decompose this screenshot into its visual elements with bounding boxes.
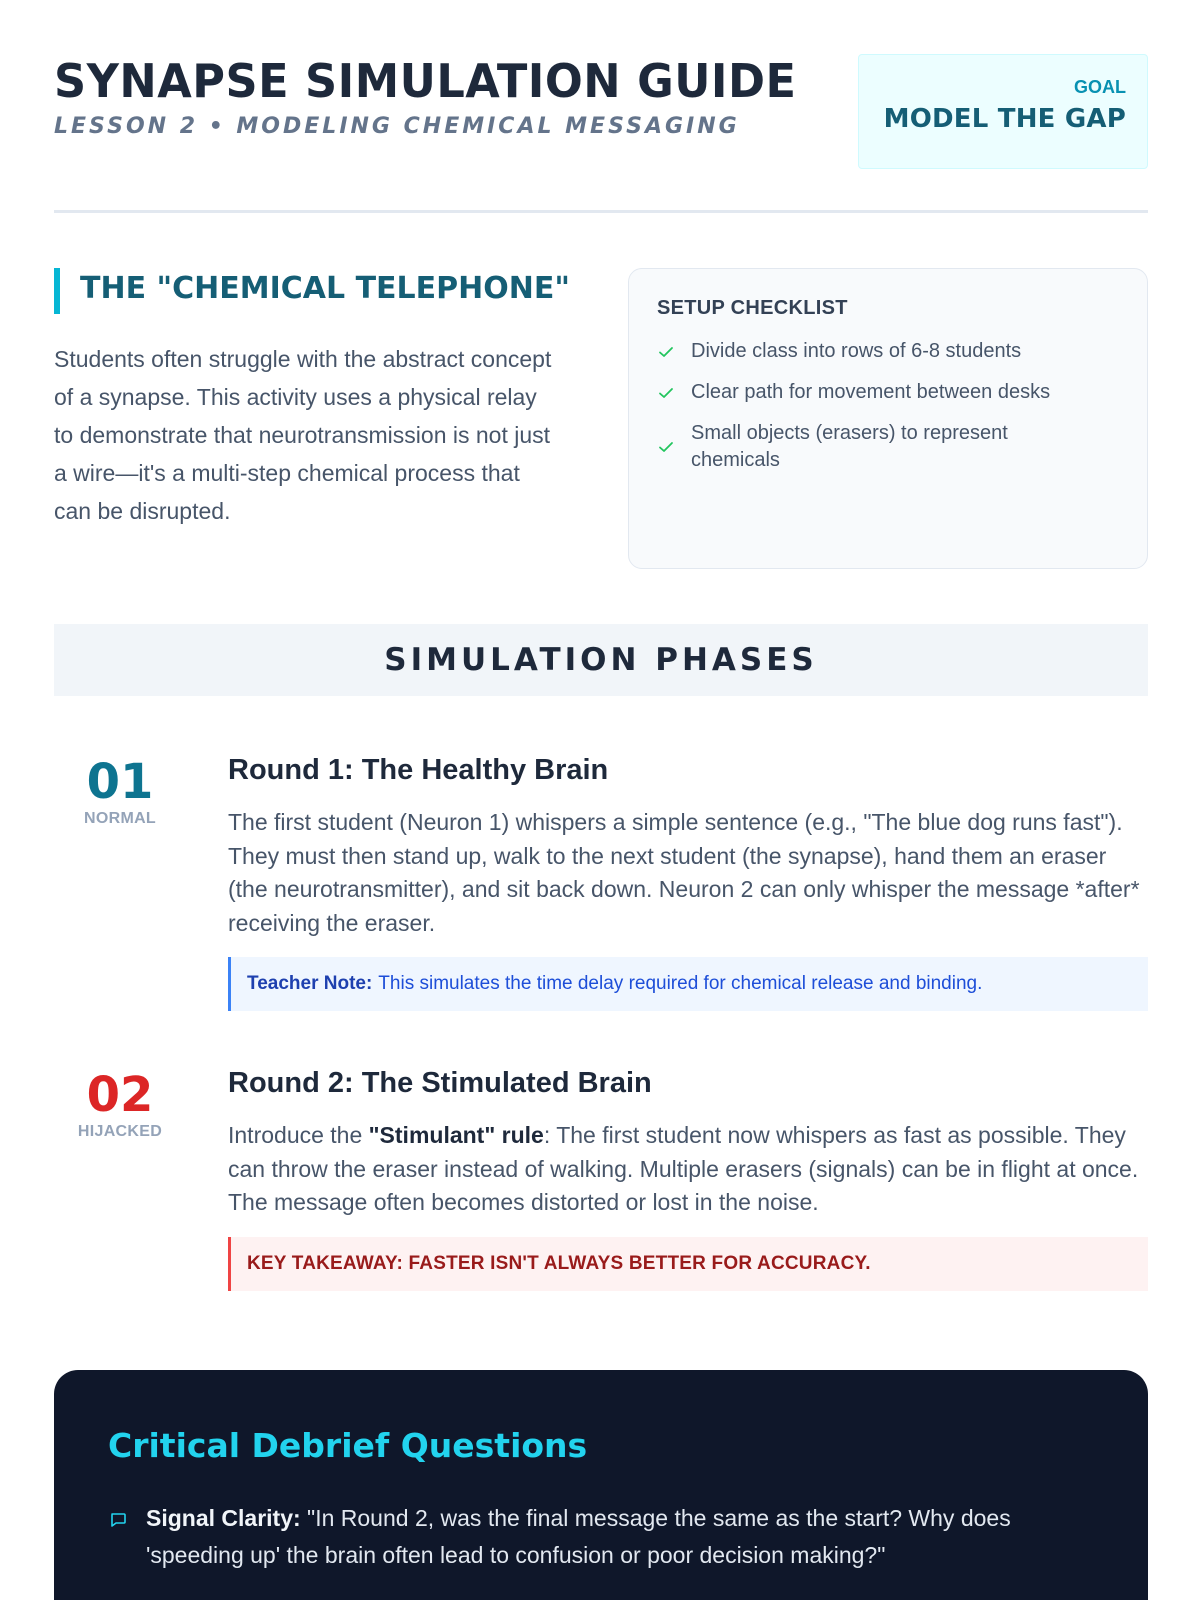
intro-text: Students often struggle with the abstract concept of a synapse. This activity uses a physical relay to demonstrate that neurotransmission is not just a wire—it's a multi-step chemical process that can be disrupted. (54, 346, 552, 524)
phase-text (228, 1119, 1148, 1220)
phase-number: 02 (86, 1067, 154, 1123)
stimulant-rule: "Stimulant" rule (368, 1122, 544, 1148)
checklist (657, 338, 1119, 474)
debrief-title: Critical Debrief Questions (108, 1426, 588, 1465)
phase-text: The first student (Neuron 1) whispers a simple sentence (e.g., "The blue dog runs fast"). They must then stand up, walk to the next student (the synapse), hand them an eraser (the neurotransmitter), and sit back down. Neuron 2 can only whisper the message *after* receiving the eraser. (228, 809, 1140, 936)
phase-number: 01 (86, 754, 154, 810)
teacher-note-label: Teacher Note: (247, 973, 373, 994)
checklist-item (657, 420, 1119, 474)
lesson-subtitle: LESSON 2 • MODELING CHEMICAL MESSAGING (54, 114, 740, 139)
phase-body (228, 752, 1148, 1011)
goal-value: MODEL THE GAP (883, 104, 1126, 134)
debrief-question (108, 1500, 1108, 1574)
intro-accent-bar (54, 268, 60, 314)
chat-bubble-icon (108, 1510, 128, 1530)
phases-heading-band (54, 624, 1148, 696)
checklist-item-text: Clear path for movement between desks (691, 381, 1051, 403)
checklist-title: SETUP CHECKLIST (657, 297, 848, 319)
checklist-item (657, 379, 1119, 406)
goal-label: GOAL (1074, 77, 1126, 97)
phase-title: Round 2: The Stimulated Brain (228, 1067, 652, 1099)
phase-text-intro: Introduce the (228, 1122, 369, 1148)
phase-text-rest: : The first student now whispers as fast as possible. They can throw the eraser instead of walking. Multiple erasers (signals) can be in flight at once. The message often becomes distorted or lost in the noise. (228, 1122, 1139, 1215)
page-header (54, 52, 1148, 170)
phase-title: Round 1: The Healthy Brain (228, 754, 609, 786)
page-title: SYNAPSE SIMULATION GUIDE (54, 54, 797, 108)
check-icon (657, 384, 675, 402)
phase-tag: NORMAL (83, 810, 156, 827)
check-icon (657, 343, 675, 361)
phase-body (228, 1065, 1148, 1291)
debrief-question-label: Signal Clarity: (146, 1505, 301, 1531)
header-divider (54, 210, 1148, 213)
checklist-item (657, 338, 1119, 365)
teacher-note (228, 957, 1148, 1011)
phases-heading: SIMULATION PHASES (384, 642, 818, 678)
key-takeaway: KEY TAKEAWAY: FASTER ISN'T ALWAYS BETTER FOR ACCURACY. (228, 1237, 1148, 1291)
phase-tag: HIJACKED (77, 1123, 163, 1140)
debrief-panel (54, 1370, 1148, 1600)
checklist-item-text: Small objects (erasers) to represent chemicals (691, 422, 1008, 471)
setup-checklist-card (628, 268, 1148, 569)
checklist-item-text: Divide class into rows of 6-8 students (691, 340, 1022, 362)
check-icon (657, 438, 675, 456)
goal-box (858, 54, 1148, 169)
intro-title: THE "CHEMICAL TELEPHONE" (80, 271, 570, 306)
teacher-note-text: This simulates the time delay required for chemical release and binding. (378, 973, 983, 994)
debrief-question-text (146, 1500, 1108, 1574)
debrief-question-body: "In Round 2, was the final message the same as the start? Why does 'speeding up' the brain often lead to confusion or poor decision making?" (146, 1505, 1011, 1568)
